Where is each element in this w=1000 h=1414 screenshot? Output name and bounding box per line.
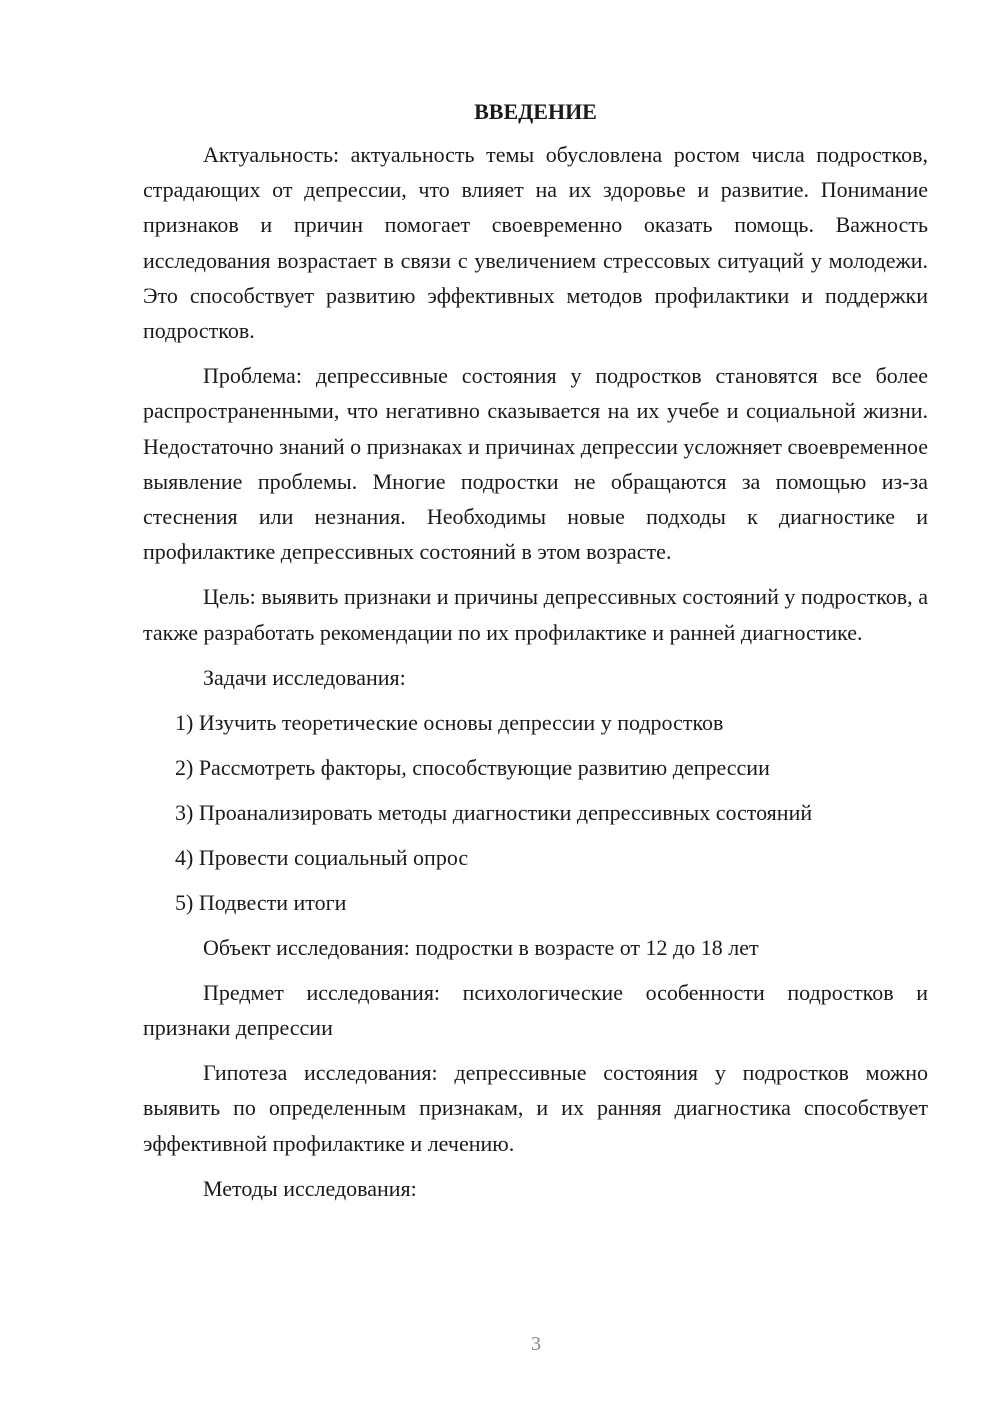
task-item: 3) Проанализировать методы диагностики депрессивных состояний bbox=[175, 799, 813, 825]
paragraph-goal: Цель: выявить признаки и причины депрессивных состояний у подростков, а также разработать рекомендации по их профилактике и ранней диагностике. bbox=[143, 584, 928, 645]
section-title: ВВЕДЕНИЕ bbox=[474, 99, 597, 124]
task-item: 1) Изучить теоретические основы депрессии у подростков bbox=[175, 709, 724, 735]
task-item: 2) Рассмотреть факторы, способствующие развитию депрессии bbox=[175, 754, 770, 780]
research-hypothesis: Гипотеза исследования: депрессивные состояния у подростков можно выявить по определенным признакам, и их ранняя диагностика способствует эффективной профилактике и лечению. bbox=[143, 1060, 928, 1156]
page-content bbox=[143, 94, 928, 1216]
page-number: 3 bbox=[531, 1333, 541, 1355]
research-object: Объект исследования: подростки в возрасте от 12 до 18 лет bbox=[203, 934, 759, 960]
paragraph-relevance: Актуальность: актуальность темы обусловлена ростом числа подростков, страдающих от депрессии, что влияет на их здоровье и развитие. Понимание признаков и причин помогает своевременно оказать помощь. Важность исследования возрастает в связи с увеличением стрессовых ситуаций у молодежи. Это способствует развитию эффективных методов профилактики и поддержки подростков. bbox=[143, 142, 928, 344]
tasks-heading: Задачи исследования: bbox=[203, 664, 406, 690]
research-subject: Предмет исследования: психологические особенности подростков и признаки депрессии bbox=[143, 979, 928, 1041]
tasks-list bbox=[143, 705, 928, 920]
methods-heading: Методы исследования: bbox=[203, 1175, 417, 1201]
paragraph-problem: Проблема: депрессивные состояния у подростков становятся все более распространенными, что негативно сказывается на их учебе и социальной жизни. Недостаточно знаний о признаках и причинах депрессии усложняет своевременное выявление проблемы. Многие подростки не обращаются за помощью из-за стеснения или незнания. Необходимы новые подходы к диагностике и профилактике депрессивных состояний в этом возрасте. bbox=[143, 363, 928, 565]
task-item: 4) Провести социальный опрос bbox=[175, 844, 469, 870]
task-item: 5) Подвести итоги bbox=[175, 889, 347, 915]
